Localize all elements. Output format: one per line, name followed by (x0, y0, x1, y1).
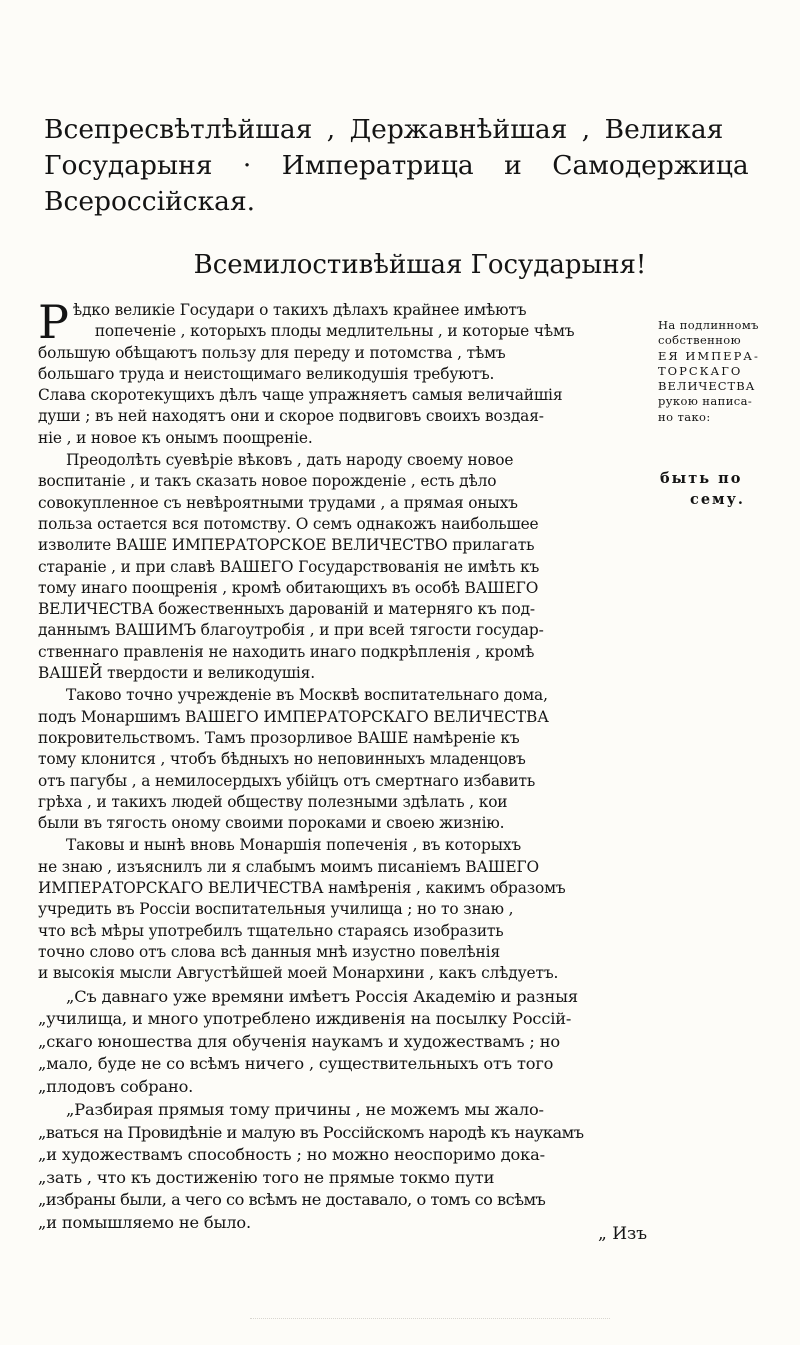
text-line: большаго труда и неистощимаго великодушія требуютъ. (38, 364, 495, 383)
text-line: „мало, буде не со всѣмъ ничего , существительныхъ отъ того (38, 1054, 554, 1073)
text-line: ѣдко великіе Государи о такихъ дѣлахъ крайнее имѣютъ (72, 301, 527, 319)
paragraph-6 (38, 1099, 656, 1234)
text-line: польза остается вся потомству. О семъ однакожъ наибольшее (38, 514, 539, 533)
paragraph-4 (38, 835, 656, 984)
margin-note-line: но тако: (658, 409, 711, 424)
text-line: „Съ давнаго уже времяни имѣетъ Россія Академію и разныя (66, 986, 578, 1006)
text-line: „Разбирая прямыя тому причины , не можемъ мы жало- (66, 1100, 544, 1119)
text-line: не знаю , изъяснилъ ли я слабымъ моимъ писаніемъ ВАШЕГО (38, 857, 539, 876)
text-line: „и художествамъ способность ; но можно неоспоримо дока- (38, 1145, 545, 1164)
text-line: души ; въ ней находятъ они и скорое подвиговъ своихъ воздая- (38, 407, 544, 426)
paragraph-1 (38, 295, 656, 449)
text-line: были въ тягость оному своими пороками и своею жизнію. (38, 814, 505, 833)
text-line: что всѣ мѣры употребилъ тщательно стараясь изобразить (38, 921, 504, 940)
text-line: „избраны были, а чего со всѣмъ не доставало, о томъ со всѣмъ (38, 1190, 546, 1209)
text-line: грѣха , и такихъ людей обществу полезными здѣлать , кои (38, 792, 508, 811)
text-line: изволите ВАШЕ ИМПЕРАТОРСКОЕ ВЕЛИЧЕСТВО прилагать (38, 536, 535, 555)
margin-note-line: рукою написа- (658, 394, 753, 409)
text-line: Таковы и нынѣ вновь Монаршія попеченія , въ которыхъ (66, 836, 522, 855)
text-line: „и помышляемо не было. (38, 1212, 251, 1232)
text-line: ніе , и новое къ онымъ поощреніе. (38, 428, 313, 447)
text-line: „училища, и много употреблено иждивенія на посылку Россій- (38, 1009, 572, 1028)
text-line: и высокія мысли Августѣйшей моей Монархини , какъ слѣдуетъ. (38, 964, 559, 983)
text-line: учредить въ Россіи воспитательныя училища ; но то знаю , (38, 900, 514, 919)
text-line: отъ пагубы , а немилосердыхъ убійцъ отъ смертнаго избавить (38, 771, 536, 790)
margin-phrase (660, 468, 780, 510)
text-line: „ваться на Провидѣніе и малую въ Россійскомъ народѣ къ наукамъ (38, 1122, 584, 1142)
page-title (44, 112, 749, 220)
title-line-1: Всепресвѣтлѣйшая , Державнѣйшая , Великая (44, 114, 724, 145)
text-line: „зать , что къ достиженію того не прямые токмо пути (38, 1167, 495, 1187)
text-line: точно слово отъ слова всѣ данныя мнѣ изустно повелѣнія (38, 942, 500, 961)
text-line: стараніе , и при славѣ ВАШЕГО Государствованія не имѣть къ (38, 557, 540, 576)
text-line: ВЕЛИЧЕСТВА божественныхъ дарованій и матерняго къ под- (38, 600, 535, 619)
title-line-2: Государыня · Императрица и Самодержица (44, 150, 749, 181)
paragraph-5 (38, 986, 656, 1099)
paragraph-3 (38, 685, 656, 834)
margin-note-line: собственною (658, 333, 742, 348)
text-line: Таково точно учрежденіе въ Москвѣ воспитательнаго дома, (66, 686, 548, 705)
text-line: ственнаго правленія не находить инаго подкрѣпленія , кромѣ (38, 642, 535, 661)
text-line: тому инаго поощренія , кромѣ обитающихъ въ особѣ ВАШЕГО (38, 578, 539, 597)
text-line: ВАШЕЙ твердости и великодушія. (38, 664, 315, 683)
text-line: „плодовъ собрано. (38, 1076, 194, 1096)
body-text (38, 295, 656, 1235)
text-line: Слава скоротекущихъ дѣлъ чаще упражняетъ самыя величайшія (38, 386, 563, 405)
margin-phrase-line: быть по (660, 470, 743, 487)
margin-note (658, 318, 768, 425)
catchword: „ Изъ (598, 1224, 648, 1244)
page-bottom-edge (250, 1318, 610, 1320)
margin-note-line: ЕЯ ИМПЕРА- (658, 348, 760, 363)
text-line: подъ Монаршимъ ВАШЕГО ИМПЕРАТОРСКАГО ВЕЛИЧЕСТВА (38, 707, 549, 726)
text-line: Преодолѣть суевѣріе вѣковъ , дать народу своему новое (66, 451, 514, 470)
drop-cap: Р (38, 295, 69, 349)
text-line: ИМПЕРАТОРСКАГО ВЕЛИЧЕСТВА намѣренія , какимъ образомъ (38, 879, 566, 898)
text-line: совокупленное съ невѣроятными трудами , а прямая оныхъ (38, 493, 518, 512)
salutation: Всемилостивѣйшая Государыня! (193, 250, 647, 280)
text-line: воспитаніе , и такъ сказать новое порожденіе , есть дѣло (38, 472, 497, 491)
text-line: попеченіе , которыхъ плоды медлительны , и которые чѣмъ (94, 322, 575, 341)
text-line: большую обѣщаютъ пользу для переду и потомства , тѣмъ (38, 343, 506, 362)
text-line: даннымъ ВАШИМЪ благоутробія , и при всей тягости государ- (38, 621, 544, 640)
margin-note-line: На подлинномъ (658, 318, 759, 332)
paragraph-2 (38, 450, 656, 684)
title-line-3: Всероссійская. (44, 186, 256, 217)
text-line: „скаго юношества для обученія наукамъ и художествамъ ; но (38, 1031, 560, 1051)
text-line: покровительствомъ. Тамъ прозорливое ВАШЕ намѣреніе къ (38, 728, 520, 747)
margin-note-line: ТОРСКАГО (658, 363, 743, 378)
margin-note-line: ВЕЛИЧЕСТВА (658, 379, 756, 394)
margin-phrase-line: сему. (690, 491, 745, 508)
text-line: тому клонится , чтобъ бѣдныхъ но неповинныхъ младенцовъ (38, 750, 526, 769)
